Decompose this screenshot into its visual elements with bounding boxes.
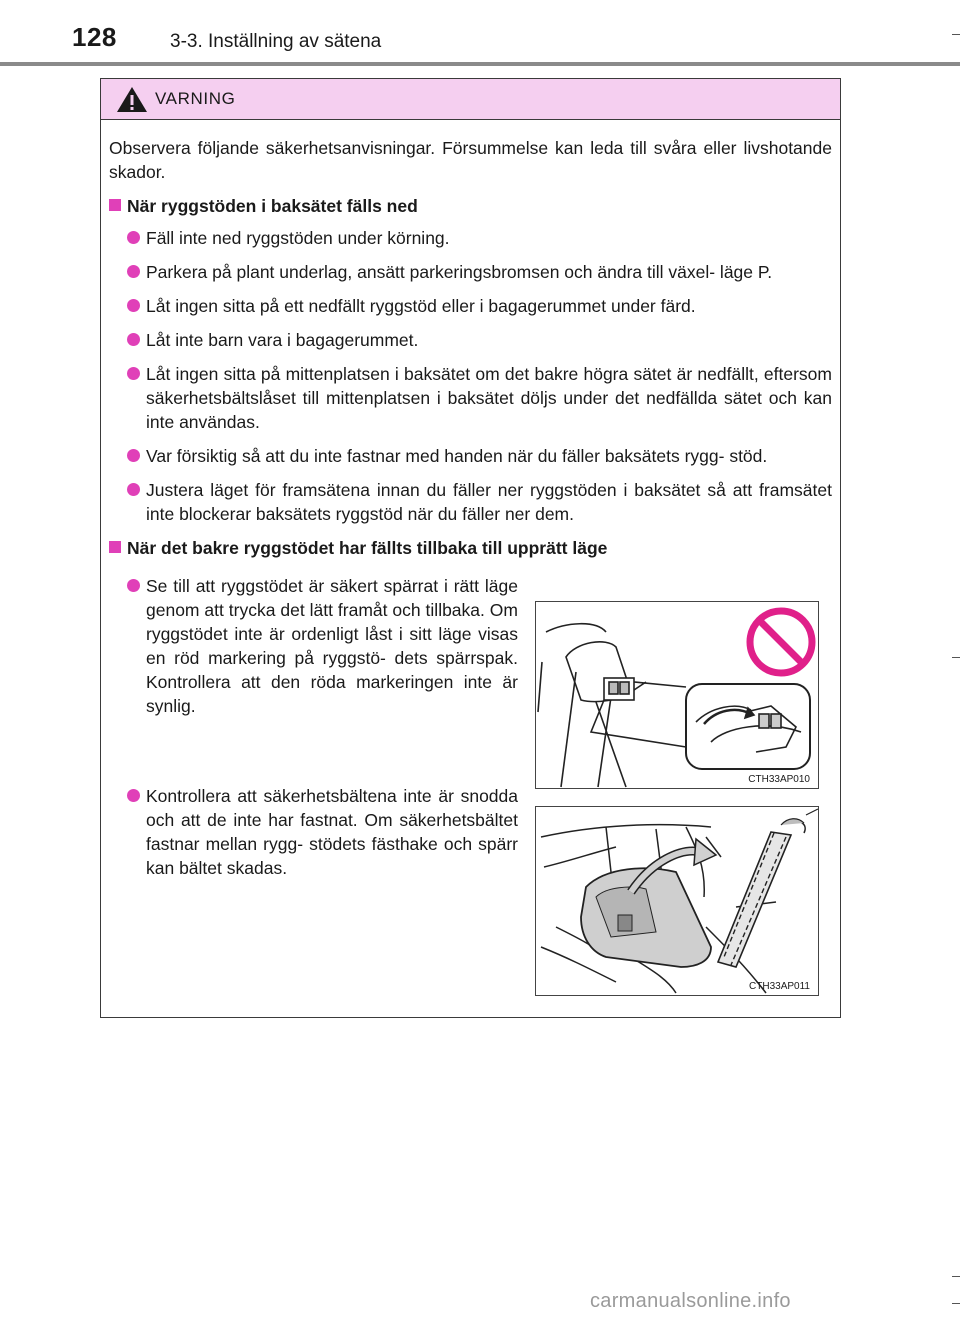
- list-item-text: Parkera på plant underlag, ansätt parkeringsbromsen och ändra till växel- läge P.: [146, 262, 773, 282]
- warning-box: [100, 78, 841, 1018]
- bullet-dot-icon: [127, 299, 140, 312]
- bullet-dot-icon: [127, 483, 140, 496]
- seatback-lock-illustration: [536, 602, 818, 788]
- list-item: [109, 294, 832, 318]
- warning-intro: Observera följande säkerhetsanvisningar. Försummelse kan leda till svåra eller livshotande skador.: [109, 138, 832, 182]
- bullet-dot-icon: [127, 265, 140, 278]
- list-item: [109, 328, 832, 352]
- bullet-dot-icon: [127, 579, 140, 592]
- seatbelt-fold-illustration: [536, 807, 818, 995]
- list-item: [109, 574, 518, 770]
- warning-title: VARNING: [155, 89, 236, 108]
- figure-code: CTH33AP011: [749, 981, 810, 992]
- header-rule: [0, 62, 960, 66]
- list-item-text: Se till att ryggstödet är säkert spärrat i rätt läge genom att trycka det lätt framåt och tillbaka. Om ryggstödet inte är ordenligt låst i sitt läge visas en röd markering på ryggstö- dets spärrspak. Kontrollera att den röda markeringen inte är synlig.: [146, 576, 518, 716]
- subheading-fold-down: [109, 194, 832, 218]
- list-item: [109, 784, 518, 880]
- warning-header: [101, 79, 840, 120]
- list-item-text: Låt ingen sitta på mittenplatsen i baksätet om det bakre högra sätet är nedfällt, eftersom säkerhetsbältslåset till mittenplatsen i baksätet döljs under det nedfällda sätet och kan inte användas.: [146, 364, 832, 432]
- list-item: [109, 362, 832, 434]
- bullet-dot-icon: [127, 231, 140, 244]
- list-item: [109, 478, 832, 526]
- list-item-text: Låt inte barn vara i bagagerummet.: [146, 330, 419, 350]
- page-number: 128: [72, 22, 117, 52]
- list-item-text: Var försiktig så att du inte fastnar med handen när du fäller baksätets rygg- stöd.: [146, 446, 768, 466]
- crop-mark: [952, 657, 960, 658]
- list-item-text: Kontrollera att säkerhetsbältena inte är snodda och att de inte har fastnat. Om säkerhetsbältet fastnar mellan rygg- stödets fästhake och spärr kan bältet skadas.: [146, 786, 518, 878]
- bullet-dot-icon: [127, 789, 140, 802]
- list-item-text: Fäll inte ned ryggstöden under körning.: [146, 228, 450, 248]
- prohibition-icon: [750, 611, 812, 673]
- subheading-upright: [109, 536, 832, 560]
- section-title: 3-3. Inställning av sätena: [170, 31, 382, 52]
- subheading-text: När det bakre ryggstödet har fällts tillbaka till upprätt läge: [127, 538, 608, 558]
- list-item: [109, 444, 832, 468]
- list-item-text: Låt ingen sitta på ett nedfällt ryggstöd eller i bagagerummet under färd.: [146, 296, 696, 316]
- subheading-text: När ryggstöden i baksätet fälls ned: [127, 196, 418, 216]
- list-item: [109, 260, 832, 284]
- square-bullet-icon: [109, 199, 121, 211]
- bullet-dot-icon: [127, 333, 140, 346]
- bullet-dot-icon: [127, 449, 140, 462]
- square-bullet-icon: [109, 541, 121, 553]
- warning-triangle-icon: [116, 86, 148, 113]
- illustration-seatbelt-fold: [535, 806, 819, 996]
- crop-mark: [952, 1276, 960, 1277]
- bullet-dot-icon: [127, 367, 140, 380]
- crop-mark: [952, 1303, 960, 1304]
- watermark: carmanualsonline.info: [590, 1290, 791, 1312]
- crop-mark: [952, 34, 960, 35]
- list-item: [109, 226, 832, 250]
- illustration-seatback-lock: [535, 601, 819, 789]
- list-item-text: Justera läget för framsätena innan du fäller ner ryggstöden i baksätet så att framsätet inte blockerar baksätets ryggstöd när du fäller ner dem.: [146, 480, 832, 524]
- figure-code: CTH33AP010: [748, 774, 810, 785]
